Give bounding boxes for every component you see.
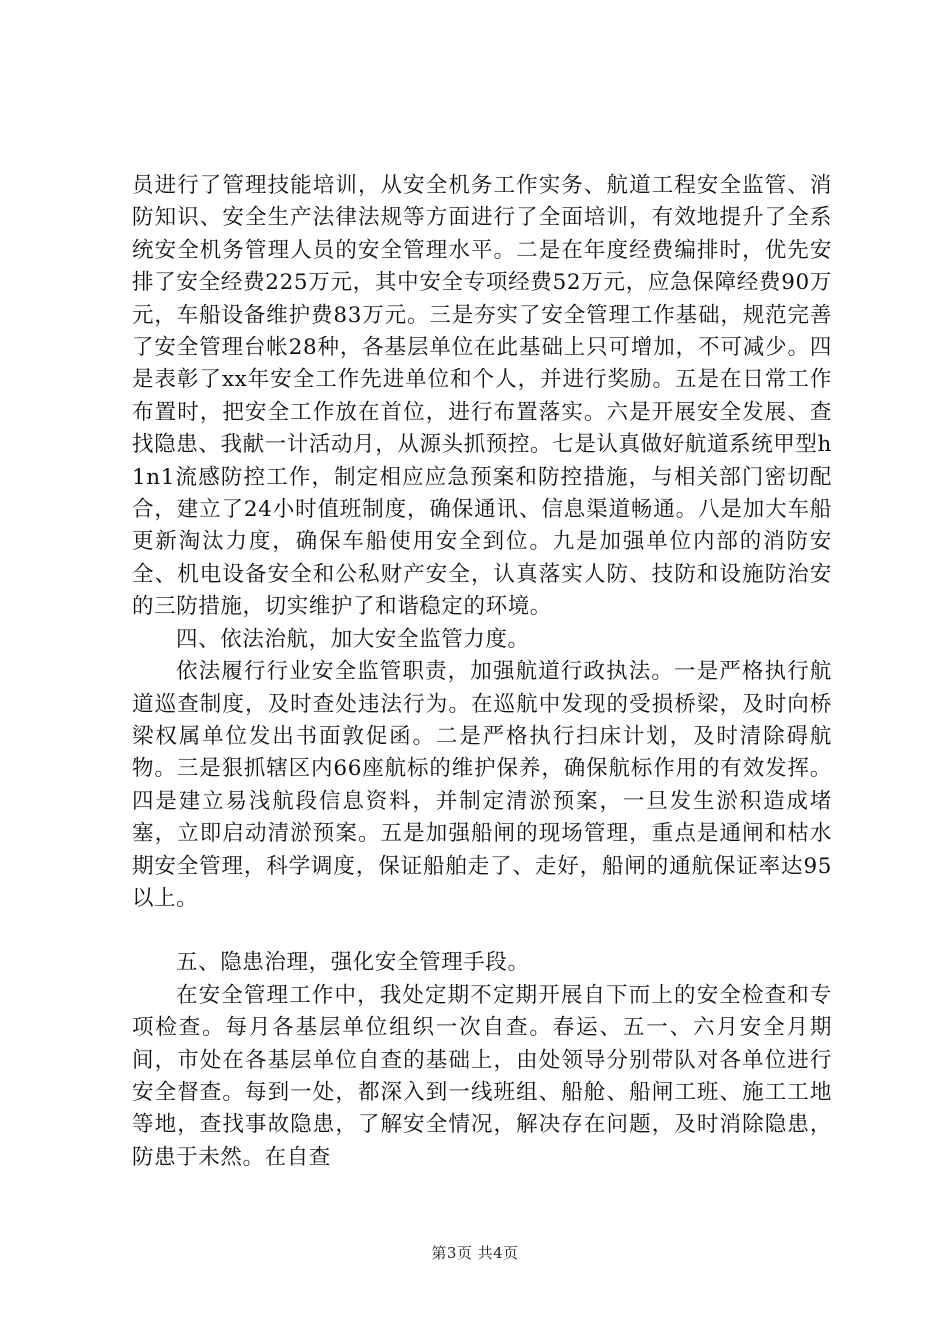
page-footer: 第3页 共4页 (431, 1244, 519, 1262)
paragraph-section-4: 依法履行行业安全监管职责，加强航道行政执法。一是严格执行航道巡查制度，及时查处违法行为。在巡航中发现的受损桥梁，及时向桥梁权属单位发出书面敦促函。二是严格执行扫床计划，及时清除碍航物。三是狠抓辖区内66座航标的维护保养，确保航标作用的有效发挥。四是建立易浅航段信息资料，并制定清淤预案，一旦发生淤积造成堵塞，立即启动清淤预案。五是加强船闸的现场管理，重点是通闸和枯水期安全管理，科学调度，保证船舶走了、走好，船闸的通航保证率达95以上。 (132, 659, 832, 911)
paragraph-continuation: 员进行了管理技能培训，从安全机务工作实务、航道工程安全监管、消防知识、安全生产法律法规等方面进行了全面培训，有效地提升了全系统安全机务管理人员的安全管理水平。二是在年度经费编排时，优先安排了安全经费225万元，其中安全专项经费52万元，应急保障经费90万元，车船设备维护费83万元。三是夯实了安全管理工作基础，规范完善了安全管理台帐28种，各基层单位在此基础上只可增加，不可减少。四是表彰了xx年安全工作先进单位和个人，并进行奖励。五是在日常工作布置时，把安全工作放在首位，进行布置落实。六是开展安全发展、查找隐患、我献一计活动月，从源头抓预控。七是认真做好航道系统甲型h1n1流感防控工作，制定相应应急预案和防控措施，与相关部门密切配合，建立了24小时值班制度，确保通讯、信息渠道畅通。八是加大车船更新淘汰力度，确保车船使用安全到位。九是加强单位内部的消防安全、机电设备安全和公私财产安全，认真落实人防、技防和设施防治安的三防措施，切实维护了和谐稳定的环境。 (132, 173, 832, 620)
section-heading-4: 四、依法治航，加大安全监管力度。 (176, 626, 530, 652)
document-body (132, 170, 832, 1174)
paragraph-section-5: 在安全管理工作中，我处定期不定期开展自下而上的安全检查和专项检查。每月各基层单位组织一次自查。春运、五一、六月安全月期间，市处在各基层单位自查的基础上，由处领导分别带队对各单位进行安全督查。每到一处，都深入到一线班组、船舱、船闸工班、施工工地等地，查找事故隐患，了解安全情况，解决存在问题，及时消除隐患，防患于未然。在自查 (132, 982, 832, 1170)
section-heading-5: 五、隐患治理，强化安全管理手段。 (176, 950, 530, 976)
